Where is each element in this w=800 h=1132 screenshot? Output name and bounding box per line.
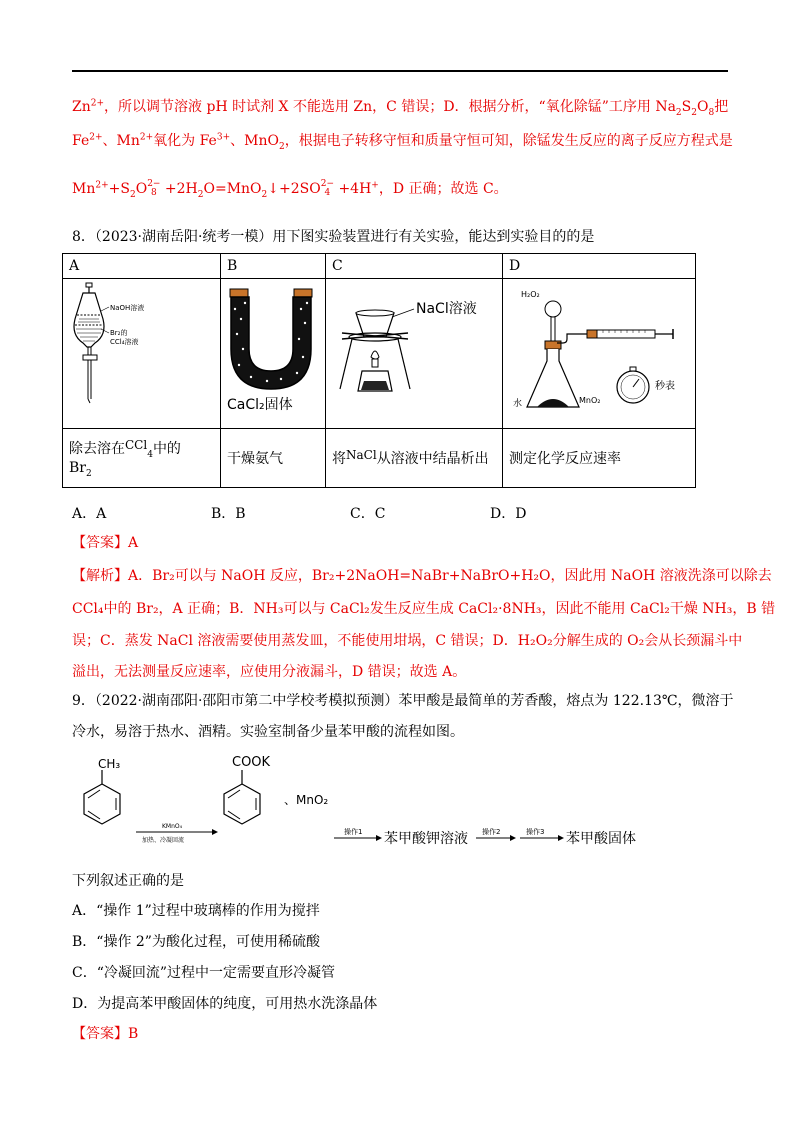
choice-d: D．D — [490, 506, 527, 522]
option-a: A．“操作 1”过程中玻璃棒的作用为搅拌 — [72, 903, 320, 919]
option-c: C．“冷凝回流”过程中一定需要直形冷凝管 — [72, 965, 336, 981]
purpose-d: 测定化学反应速率 — [503, 429, 696, 488]
label-mno2: MnO₂ — [579, 396, 601, 405]
question-8-stem: 8．（2023·湖南岳阳·统考一模）用下图实验装置进行有关实验，能达到实验目的的是 — [72, 229, 595, 245]
ionic-equation: $Mn^{2+}+S_2O2-$ $8 +2H_2O=MnO_2↓+2SO2-$ 4 +4H+，D 正确；故选 C。 — [72, 179, 508, 200]
label-naoh: NaOH溶液 — [110, 304, 145, 312]
cook-group: COOK — [232, 755, 271, 770]
step-op2: 操作2 — [482, 828, 501, 836]
product-acid: 苯甲酸固体 — [566, 831, 636, 847]
purpose-a: 除去溶在CCl$_4$中的 $Br_2$ — [63, 429, 221, 488]
synthesis-scheme — [72, 752, 672, 852]
question-9-prompt: 下列叙述正确的是 — [72, 873, 184, 889]
question-9-stem-1: 9．（2022·湖南邵阳·邵阳市第二中学校考模拟预测）苯甲酸是最简单的芳香酸，熔点为 122.13℃，微溶于 — [72, 693, 734, 709]
ch3-group: CH₃ — [98, 757, 121, 771]
apparatus-table — [62, 253, 696, 488]
mno2-byproduct: 、MnO₂ — [284, 793, 329, 807]
apparatus-a-separatory-funnel — [63, 279, 221, 429]
analysis-8-line-3: 误；C．蒸发 NaCl 溶液需要使用蒸发皿，不能使用坩埚，C 错误；D．H₂O₂分解生成的 O₂会从长颈漏斗中 — [72, 633, 743, 649]
label-nacl: NaCl溶液 — [416, 301, 477, 317]
label-ccl4: CCl₄溶液 — [110, 338, 139, 346]
analysis-8-line-2: CCl₄中的 Br₂，A 正确；B．NH₃可以与 CaCl₂发生反应生成 CaCl₂·8NH₃，因此不能用 CaCl₂干燥 NH₃，B 错 — [72, 601, 776, 617]
label-water: 水 — [513, 399, 523, 409]
step-op1: 操作1 — [344, 828, 363, 836]
label-timer: 秒表 — [655, 381, 675, 392]
label-cacl2: CaCl₂固体 — [227, 397, 293, 413]
apparatus-d-flask-syringe — [503, 279, 696, 429]
step-op3: 操作3 — [526, 828, 545, 836]
option-b: B．“操作 2”为酸化过程，可使用稀硫酸 — [72, 934, 320, 950]
analysis-line-1: $Zn^{2+}$，所以调节溶液 pH 时试剂 X 不能选用 Zn，C 错误；D．根据分析，“氧化除锰”工序用 $Na_2S_2O_8$把 — [72, 98, 729, 118]
apparatus-b-u-tube — [221, 279, 326, 429]
choice-b: B．B — [211, 506, 246, 522]
header-a: A — [63, 254, 221, 279]
analysis-8-line-1: 【解析】A．Br₂可以与 NaOH 反应，Br₂+2NaOH=NaBr+NaBrO+H₂O，因此用 NaOH 溶液洗涤可以除去 — [72, 568, 772, 584]
purpose-row — [63, 429, 696, 488]
purpose-c: 将NaCl从溶液中结晶析出 — [326, 429, 503, 488]
apparatus-c-crucible — [326, 279, 503, 429]
answer-9: 【答案】B — [72, 1026, 139, 1042]
label-h2o2: H₂O₂ — [521, 290, 540, 299]
choice-c: C．C — [350, 506, 386, 522]
label-br2: Br₂的 — [110, 329, 128, 337]
intermediate-salt: 苯甲酸钾溶液 — [384, 831, 468, 847]
option-d: D．为提高苯甲酸固体的纯度，可用热水洗涤晶体 — [72, 996, 378, 1012]
reagent-kmno4: KMnO₄ — [162, 823, 183, 830]
question-9-stem-2: 冷水，易溶于热水、酒精。实验室制备少量苯甲酸的流程如图。 — [72, 724, 464, 740]
purpose-b: 干燥氨气 — [221, 429, 326, 488]
analysis-8-line-4: 溢出，无法测量反应速率，应使用分液漏斗，D 错误；故选 A。 — [72, 664, 467, 680]
analysis-line-2: $Fe^{2+}$、$Mn^{2+}$氧化为 $Fe^{3+}$、MnO$_2$，根据电子转移守恒和质量守恒可知，除锰发生反应的离子反应方程式是 — [72, 132, 733, 152]
reaction-condition: 加热、冷凝回流 — [142, 837, 185, 844]
header-b: B — [221, 254, 326, 279]
header-rule — [72, 70, 728, 72]
header-c: C — [326, 254, 503, 279]
choice-a: A．A — [72, 506, 107, 522]
table-header-row — [63, 254, 696, 279]
header-d: D — [503, 254, 696, 279]
answer-8: 【答案】A — [72, 535, 139, 551]
